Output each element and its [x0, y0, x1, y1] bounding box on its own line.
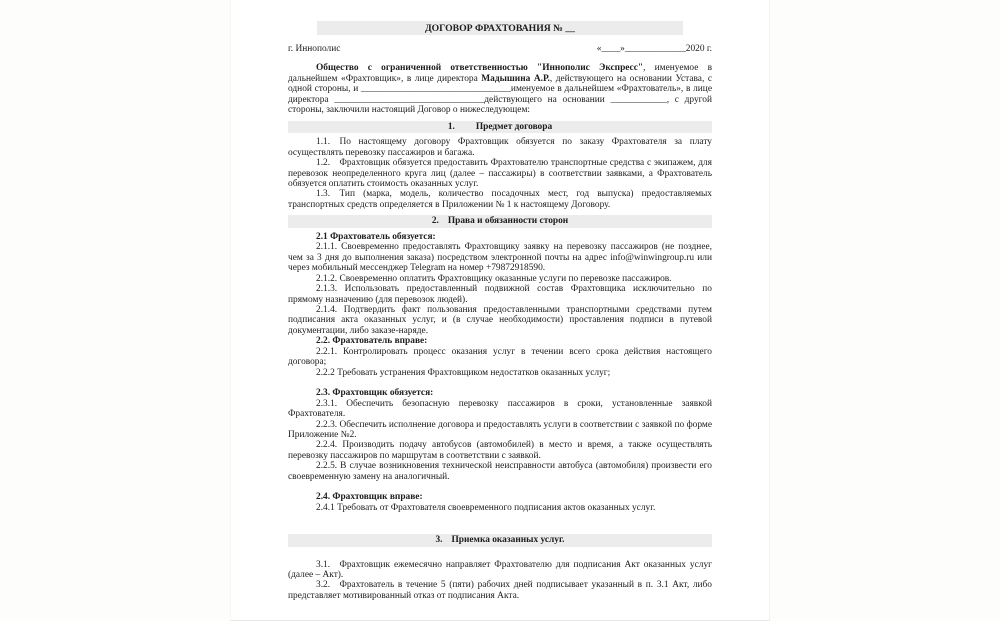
party-name-bold: Мадышина А.Р. — [481, 73, 550, 84]
contract-date-blank: «____»_____________2020 г. — [596, 44, 712, 54]
contract-clause: 2.1.3. Использовать предоставленный подвижной состав Фрахтовщика исключительно по прямому назначению (для перевозок людей). — [288, 284, 712, 305]
document-page — [230, 0, 770, 621]
clause-subheading: 2.1 Фрахтователь обязуется: — [316, 231, 436, 242]
contract-clause: 3.1. Фрахтовщик ежемесячно направляет Фрахтователю для подписания Акт оказанных услуг (далее – Акт). — [288, 559, 712, 581]
section-title: Предмет договора — [475, 121, 553, 132]
section-number: 1. — [447, 121, 455, 132]
contract-clause: 2.1.1. Своевременно предоставлять Фрахтовщику заявку на перевозку пассажиров (не позднее, чем за 3 дня до выполнения заказа) посредством электронной почты на адрес info@winwingroup.ru или через мобильный мессенджер Telegram на номер +79872918590. — [288, 242, 712, 274]
section-title: Права и обязанности сторон — [447, 216, 569, 227]
contract-clause: 1.3. Тип (марка, модель, количество посадочных мест, год выпуска) предоставляемых транспортных средств определяется в Приложении № 1 к настоящему Договору. — [288, 189, 712, 210]
contract-clause: 2.2.2 Требовать устранения Фрахтовщиком недостатков оказанных услуг; — [316, 367, 611, 378]
contract-title: ДОГОВОР ФРАХТОВАНИЯ № __ — [317, 21, 683, 35]
clause-subheading: 2.4. Фрахтовщик вправе: — [316, 492, 423, 503]
preamble-text: , действующего на основании Устава, с одной стороны, и ________________________________именуемое в дальнейшем «Фрахтователь», в лице директора ________________________________действующего на основании ____________, с другой стороны, заключили настоящий Договор о нижеследующем: — [288, 73, 712, 116]
clause-subheading: 2.3. Фрахтовщик обязуется: — [316, 388, 434, 399]
contract-clause: 2.2.4. Производить подачу автобусов (автомобилей) в место и время, а также осуществлять перевозку пассажиров по маршрутам в соответствии с заявкой. — [288, 440, 712, 461]
clause-subheading: 2.2. Фрахтователь вправе: — [316, 336, 428, 347]
contract-clause: 2.4.1 Требовать от Фрахтователя своевременного подписания актов оказанных услуг. — [316, 502, 656, 513]
section-number: 3. — [435, 535, 443, 546]
document-content — [231, 21, 769, 601]
contract-clause: 1.1. По настоящему договору Фрахтовщик обязуется по заказу Фрахтователя за плату осуществлять перевозку пассажиров и багажа. — [288, 137, 712, 158]
contract-preamble — [288, 63, 712, 115]
section-title: Приемка оказанных услуг. — [451, 535, 565, 546]
contract-city: г. Иннополис — [288, 44, 341, 54]
contract-sections — [288, 121, 712, 602]
preamble-text: , именуемое в дальнейшем «Фрахтовщик», в лице директора — [288, 63, 712, 84]
section-heading — [288, 534, 712, 546]
section-number: 2. — [431, 216, 439, 227]
party-name-bold: Общество с ограниченной ответственностью "Иннополис Экспресс" — [316, 63, 644, 74]
section-heading — [288, 215, 712, 227]
contract-clause: 3.2. Фрахтователь в течение 5 (пяти) рабочих дней подписывает указанный в п. 3.1 Акт, либо представляет мотивированный отказ от подписания Акта. — [288, 580, 712, 601]
section-heading — [288, 121, 712, 133]
contract-clause: 2.2.3. Обеспечить исполнение договора и предоставлять услуги в соответствии с заявкой по форме Приложение №2. — [288, 419, 712, 440]
contract-clause: 1.2. Фрахтовщик обязуется предоставить Фрахтователю транспортные средства с экипажем, для перевозок неопределенного круга лиц (далее – пассажиры) в соответствии заявками, а Фрахтователь обязуется оплатить стоимость оказанных услуг. — [288, 158, 712, 189]
contract-clause: 2.1.4. Подтвердить факт пользования предоставленными транспортными средствами путем подписания акта оказанных услуг, и (в случае необходимости) проставления подписи в путевой документации, либо заказе-наряде. — [288, 304, 712, 336]
contract-clause: 2.1.2. Своевременно оплатить Фрахтовщику оказанные услуги по перевозке пассажиров. — [316, 273, 672, 284]
contract-clause: 2.2.1. Контролировать процесс оказания услуг в течении всего срока действия настоящего договора; — [288, 346, 712, 368]
meta-row — [288, 44, 712, 54]
contract-clause: 2.2.5. В случае возникновения технической неисправности автобуса (автомобиля) произвести его своевременную замену на аналогичный. — [288, 461, 712, 482]
contract-clause: 2.3.1. Обеспечить безопасную перевозку пассажиров в сроки, установленные заявкой Фрахтователя. — [288, 398, 712, 420]
